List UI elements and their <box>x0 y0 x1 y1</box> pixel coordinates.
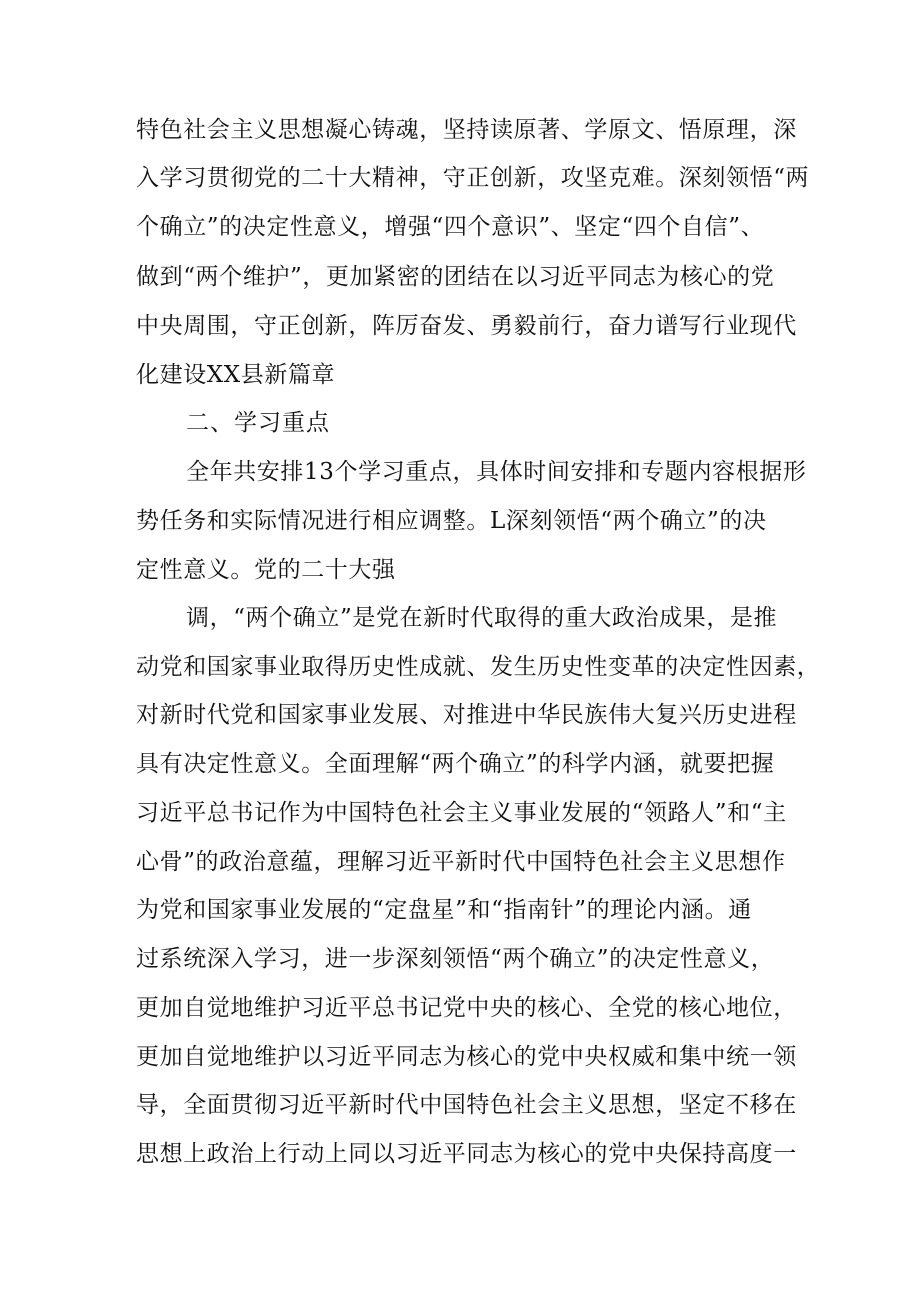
text-line-18: 过系统深入学习，进一步深刻领悟“两个确立”的决定性意义， <box>136 946 775 972</box>
text-line-6: 化建设XX县新篇章 <box>136 362 336 388</box>
text-line-22: 思想上政治上行动上同以习近平同志为核心的党中央保持高度一 <box>136 1141 797 1167</box>
text-line-10: 定性意义。党的二十大强 <box>136 557 396 583</box>
text-line-20: 更加自觉地维护以习近平同志为核心的党中央权威和集中统一领 <box>136 1044 797 1070</box>
text-line-1: 特色社会主义思想凝心铸魂，坚持读原著、学原文、悟原理，深 <box>136 117 797 143</box>
text-line-19: 更加自觉地维护习近平总书记党中央的核心、全党的核心地位， <box>136 995 797 1021</box>
paragraph-start-line-2: 调，“两个确立”是党在新时代取得的重大政治成果，是推 <box>186 605 778 631</box>
text-line-21: 导，全面贯彻习近平新时代中国特色社会主义思想，坚定不移在 <box>136 1092 797 1118</box>
text-line-17: 为党和国家事业发展的“定盘星”和“指南针”的理论内涵。通 <box>136 897 752 923</box>
paragraph-start-line: 全年共安排13个学习重点，具体时间安排和专题内容根据形 <box>186 459 807 485</box>
section-heading: 二、学习重点 <box>186 410 330 436</box>
text-line-3: 个确立”的决定性意义，增强“四个意识”、坚定“四个自信”、 <box>136 214 765 240</box>
text-line-9: 势任务和实际情况进行相应调整。L深刻领悟“两个确立”的决 <box>136 508 767 534</box>
text-line-14: 具有决定性意义。全面理解“两个确立”的科学内涵，就要把握 <box>136 751 775 777</box>
text-line-13: 对新时代党和国家事业发展、对推进中华民族伟大复兴历史进程 <box>136 702 797 728</box>
text-line-12: 动党和国家事业取得历史性成就、发生历史性变革的决定性因素， <box>136 654 821 680</box>
text-line-4: 做到“两个维护”，更加紧密的团结在以习近平同志为核心的党 <box>136 264 775 290</box>
text-line-16: 心骨”的政治意蕴，理解习近平新时代中国特色社会主义思想作 <box>136 849 786 875</box>
text-line-2: 入学习贯彻党的二十大精神，守正创新，攻坚克难。深刻领悟“两 <box>136 165 810 191</box>
text-line-5: 中央周围，守正创新，阵厉奋发、勇毅前行，奋力谱写行业现代 <box>136 313 797 339</box>
text-line-15: 习近平总书记作为中国特色社会主义事业发展的“领路人”和“主 <box>136 800 787 826</box>
